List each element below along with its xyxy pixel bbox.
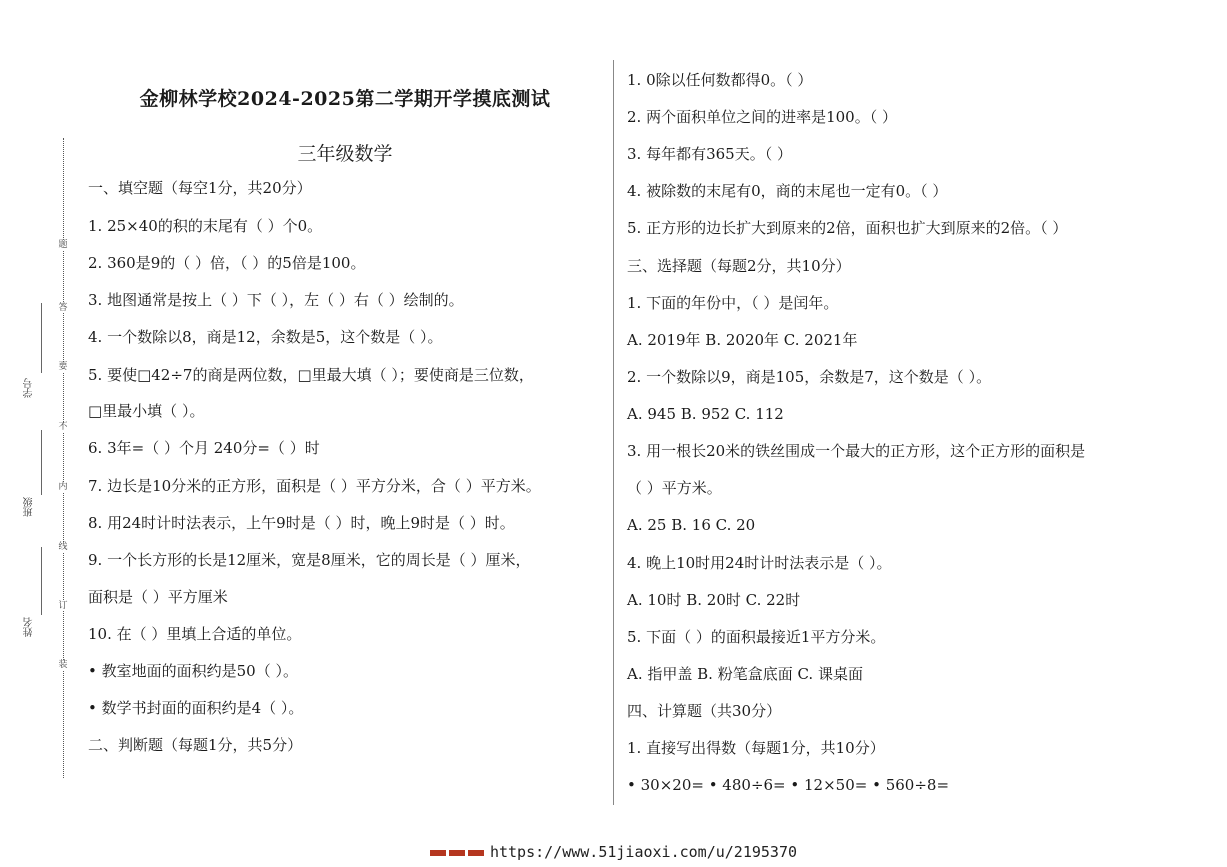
answer-options: A. 10时 B. 20时 C. 22时	[627, 591, 801, 609]
question-line: • 教室地面的面积约是50（ ）。	[88, 662, 298, 680]
answer-options: A. 2019年 B. 2020年 C. 2021年	[627, 331, 858, 349]
question-line: 6. 3年=（ ）个月 240分=（ ）时	[88, 439, 320, 457]
question-line: 1. 0除以任何数都得0。（ ）	[627, 71, 813, 89]
section-heading: 四、计算题（共30分）	[627, 702, 782, 720]
section-heading: 三、选择题（每题2分，共10分）	[627, 257, 851, 275]
question-line: 面积是（ ）平方厘米	[88, 588, 228, 606]
binding-char: 内	[58, 482, 68, 492]
name-line	[41, 547, 42, 615]
student-id-line	[41, 303, 42, 373]
binding-char: 答	[58, 303, 68, 313]
question-line: 2. 两个面积单位之间的进率是100。（ ）	[627, 108, 897, 126]
binding-char: 订	[58, 601, 68, 611]
question-line: □里最小填（ ）。	[88, 402, 205, 420]
page-title: 金柳林学校2024-2025第二学期开学摸底测试	[139, 88, 551, 110]
question-line: 4. 一个数除以8，商是12，余数是5，这个数是（ ）。	[88, 328, 443, 346]
question-line: 10. 在（ ）里填上合适的单位。	[88, 625, 302, 643]
column-divider	[613, 60, 614, 805]
binding-char: 要	[58, 362, 68, 372]
binding-char: 线	[58, 542, 68, 552]
answer-options: A. 945 B. 952 C. 112	[627, 405, 784, 423]
name-label: 姓名	[24, 617, 35, 637]
answer-options: A. 25 B. 16 C. 20	[627, 516, 756, 534]
question-line: 9. 一个长方形的长是12厘米，宽是8厘米，它的周长是（ ）厘米，	[88, 551, 531, 569]
question-line: 7. 边长是10分米的正方形，面积是（ ）平方分米，合（ ）平方米。	[88, 477, 541, 495]
section-heading: 二、判断题（每题1分，共5分）	[88, 736, 303, 754]
question-line: 5. 下面（ ）的面积最接近1平方分米。	[627, 628, 886, 646]
question-line: （ ）平方米。	[627, 479, 722, 497]
student-id-label: 学号	[24, 378, 35, 398]
question-line: 3. 每年都有365天。（ ）	[627, 145, 792, 163]
question-line: 3. 地图通常是按上（ ）下（ ），左（ ）右（ ）绘制的。	[88, 291, 464, 309]
class-label: 班级	[24, 497, 35, 517]
class-line	[41, 430, 42, 495]
footer-url-link[interactable]: https://www.51jiaoxi.com/u/2195370	[489, 843, 798, 861]
binding-char: 不	[58, 422, 68, 432]
binding-char: 装	[58, 660, 68, 670]
question-line: 4. 被除数的末尾有0，商的末尾也一定有0。（ ）	[627, 182, 948, 200]
page-subtitle: 三年级数学	[297, 143, 393, 165]
calculation-items: • 30×20= • 480÷6= • 12×50= • 560÷8=	[627, 776, 950, 794]
section-heading: 一、填空题（每空1分，共20分）	[88, 179, 312, 197]
footer	[0, 843, 1227, 861]
question-line: • 数学书封面的面积约是4（ ）。	[88, 699, 304, 717]
question-line: 2. 360是9的（ ）倍，（ ）的5倍是100。	[88, 254, 366, 272]
question-line: 5. 正方形的边长扩大到原来的2倍，面积也扩大到原来的2倍。（ ）	[627, 219, 1068, 237]
question-line: 4. 晚上10时用24时计时法表示是（ ）。	[627, 554, 892, 572]
question-line: 1. 直接写出得数（每题1分，共10分）	[627, 739, 885, 757]
site-logo-icon	[430, 848, 484, 858]
question-line: 5. 要使□42÷7的商是两位数，□里最大填（ ）；要使商是三位数，	[88, 366, 534, 384]
answer-options: A. 指甲盖 B. 粉笔盒底面 C. 课桌面	[627, 665, 863, 683]
binding-char: 题	[58, 240, 68, 250]
question-line: 1. 下面的年份中，（ ）是闰年。	[627, 294, 839, 312]
question-line: 2. 一个数除以9，商是105，余数是7，这个数是（ ）。	[627, 368, 992, 386]
question-line: 1. 25×40的积的末尾有（ ）个0。	[88, 217, 323, 235]
question-line: 8. 用24时计时法表示，上午9时是（ ）时，晚上9时是（ ）时。	[88, 514, 515, 532]
binding-line	[63, 138, 64, 778]
question-line: 3. 用一根长20米的铁丝围成一个最大的正方形，这个正方形的面积是	[627, 442, 1086, 460]
